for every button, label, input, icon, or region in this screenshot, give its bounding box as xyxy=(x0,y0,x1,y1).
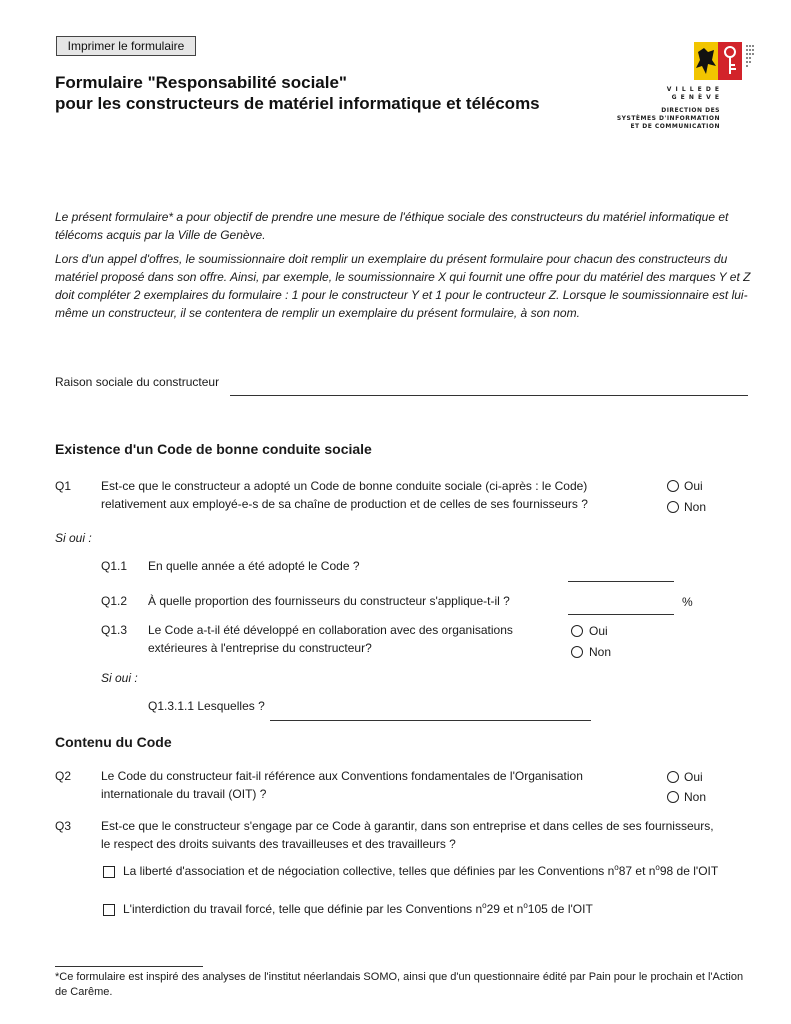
logo-city-name xyxy=(600,86,720,102)
si-oui-label-2: Si oui : xyxy=(101,671,138,685)
q1-number: Q1 xyxy=(55,479,72,493)
q1-3-1-1-answer-field[interactable] xyxy=(270,720,591,721)
q3-number: Q3 xyxy=(55,819,72,833)
q1-3-oui-radio[interactable] xyxy=(571,625,583,637)
intro-paragraph-2: Lors d'un appel d'offres, le soumissionnaire doit remplir un exemplaire du présent formulaire pour chacun des constructeurs du matériel proposé dans son offre. Ainsi, par exemple, le soumissionnaire X qui fournit une offre pour du matériel des marques Y et Z doit compléter 2 exemplaires du formulaire : 1 pour le constructeur Y et 1 pour le contructeur Z. Lorsque le soumissionnaire est lui-même un constructeur, il se contentera de remplir un exemplaire du présent formulaire, à son nom. xyxy=(55,252,751,320)
q3-opt1-text-c: 98 de l'OIT xyxy=(659,864,719,878)
q1-text xyxy=(101,477,661,513)
q1-2-number: Q1.2 xyxy=(101,594,128,608)
q3-line-2: le respect des droits suivants des travailleuses et des travailleurs ? xyxy=(101,837,456,851)
title-line-1: Formulaire "Responsabilité sociale" xyxy=(55,73,347,92)
logo-dept-line-3: ET DE COMMUNICATION xyxy=(630,123,720,130)
q1-2-text: À quelle proportion des fournisseurs du constructeur s'applique-t-il ? xyxy=(148,594,510,608)
q1-3-non-label: Non xyxy=(589,645,612,659)
q3-association-checkbox[interactable] xyxy=(103,866,115,878)
q1-line-1: Est-ce que le constructeur a adopté un Code de bonne conduite sociale (ci-après : le Code) xyxy=(101,479,588,493)
q3-opt1-text-b: 87 et n xyxy=(618,864,656,878)
q3-opt2-text-b: 29 et n xyxy=(486,902,524,916)
q2-non-radio[interactable] xyxy=(667,791,679,803)
q3-opt2-sup-1: o xyxy=(482,901,487,910)
q3-forced-labour-label xyxy=(123,900,593,918)
q3-opt2-sup-2: o xyxy=(523,901,528,910)
footnote: *Ce formulaire est inspiré des analyses de l'institut néerlandais SOMO, ainsi que d'un questionnaire édité par Pain pour le prochain et l'Action de Carême. xyxy=(55,971,744,998)
raison-sociale-field[interactable] xyxy=(230,395,748,396)
q1-3-1-1-text: Q1.3.1.1 Lesquelles ? xyxy=(148,699,265,713)
q3-association-label xyxy=(123,862,718,880)
ville-de-geneve-logo xyxy=(692,40,762,82)
si-oui-label-1: Si oui : xyxy=(55,531,92,545)
q1-3-oui-label: Oui xyxy=(589,624,608,638)
q2-non-label: Non xyxy=(684,790,707,804)
q3-forced-labour-checkbox[interactable] xyxy=(103,904,115,916)
q1-1-text: En quelle année a été adopté le Code ? xyxy=(148,559,360,573)
q1-3-text xyxy=(148,621,558,657)
q2-oui-label: Oui xyxy=(684,770,703,784)
logo-line-ville: V I L L E D E xyxy=(666,86,720,93)
q3-opt2-text-a: L'interdiction du travail forcé, telle que définie par les Conventions n xyxy=(123,902,483,916)
q2-oui-radio[interactable] xyxy=(667,771,679,783)
q3-line-1: Est-ce que le constructeur s'engage par ce Code à garantir, dans son entreprise et dans celles de ses fournisseurs, xyxy=(101,819,714,833)
q2-number: Q2 xyxy=(55,769,72,783)
logo-dept-line-1: DIRECTION DES xyxy=(661,107,720,114)
q1-3-line-1: Le Code a-t-il été développé en collaboration avec des organisations xyxy=(148,623,513,637)
raison-sociale-label: Raison sociale du constructeur xyxy=(55,375,220,389)
q2-text xyxy=(101,767,661,803)
q1-line-2: relativement aux employé-e-s de sa chaîne de production et de celles de ses fournisseurs ? xyxy=(101,497,588,511)
q1-2-proportion-field[interactable] xyxy=(568,614,674,615)
q1-3-number: Q1.3 xyxy=(101,623,128,637)
q2-line-2: internationale du travail (OIT) ? xyxy=(101,787,267,801)
q1-3-line-2: extérieures à l'entreprise du constructeur? xyxy=(148,641,372,655)
q3-opt1-text-a: La liberté d'association et de négociation collective, telles que définies par les Conventions n xyxy=(123,864,615,878)
q3-text xyxy=(101,817,761,853)
q1-oui-radio[interactable] xyxy=(667,480,679,492)
intro-paragraph-1: Le présent formulaire* a pour objectif de prendre une mesure de l'éthique sociale des constructeurs du matériel informatique et télécoms acquis par la Ville de Genève. xyxy=(55,210,729,242)
q1-1-year-field[interactable] xyxy=(568,581,674,582)
logo-dept-line-2: SYSTÈMES D'INFORMATION xyxy=(616,115,720,122)
q3-opt1-sup-1: o xyxy=(614,863,619,872)
q1-non-label: Non xyxy=(684,500,707,514)
q1-2-percent-unit: % xyxy=(682,595,693,609)
title-line-2: pour les constructeurs de matériel informatique et télécoms xyxy=(55,94,540,113)
logo-line-geneve: G E N È V E xyxy=(671,94,720,101)
footnote-divider xyxy=(55,966,203,967)
section-heading-existence: Existence d'un Code de bonne conduite sociale xyxy=(55,441,372,457)
geneva-coat-of-arms-icon xyxy=(692,40,762,82)
q1-non-radio[interactable] xyxy=(667,501,679,513)
print-form-button[interactable]: Imprimer le formulaire xyxy=(56,36,196,56)
q3-opt2-text-c: 105 de l'OIT xyxy=(527,902,593,916)
form-title xyxy=(55,72,540,114)
logo-department xyxy=(560,107,720,131)
section-heading-contenu: Contenu du Code xyxy=(55,734,172,750)
q1-1-number: Q1.1 xyxy=(101,559,128,573)
q1-3-non-radio[interactable] xyxy=(571,646,583,658)
q1-oui-label: Oui xyxy=(684,479,703,493)
q2-line-1: Le Code du constructeur fait-il référence aux Conventions fondamentales de l'Organisation xyxy=(101,769,583,783)
q3-opt1-sup-2: o xyxy=(655,863,660,872)
